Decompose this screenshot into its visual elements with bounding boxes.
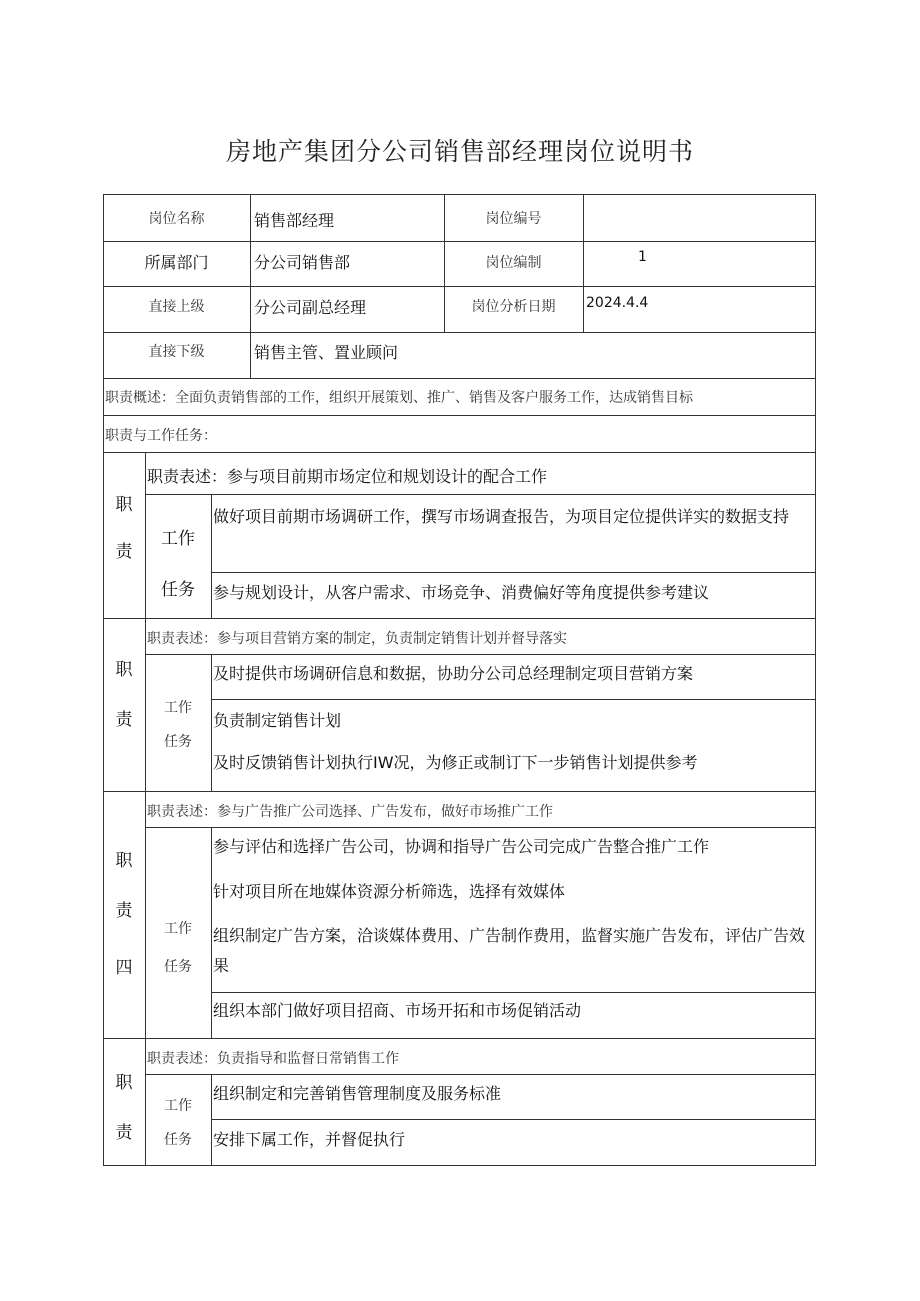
- duty-1-side-char: 职: [115, 495, 133, 515]
- row-divider: [103, 241, 816, 242]
- column-divider: [211, 1074, 212, 1166]
- superior-label: 直接上级: [148, 299, 205, 315]
- duty-2-task-label: 任务: [164, 734, 192, 750]
- duty-3-task-4: 组织本部门做好项目招商、市场开拓和市场促销活动: [213, 1001, 582, 1020]
- document-title: 房地产集团分公司销售部经理岗位说明书: [225, 137, 694, 166]
- department-label: 所属部门: [144, 253, 209, 272]
- row-divider: [103, 332, 816, 333]
- position-name-label: 岗位名称: [148, 211, 205, 227]
- superior-value: 分公司副总经理: [254, 298, 367, 317]
- department-value: 分公司销售部: [254, 253, 351, 272]
- row-divider: [211, 572, 816, 573]
- column-divider: [583, 194, 584, 332]
- duty-2-task-label: 工作: [164, 700, 192, 716]
- duty-4-task-label: 任务: [164, 1132, 192, 1148]
- position-name-value: 销售部经理: [254, 211, 335, 230]
- row-divider: [211, 699, 816, 700]
- duty-2-task-2: 负责制定销售计划: [213, 711, 342, 730]
- row-divider: [103, 378, 816, 379]
- duty-1-task-label: 任务: [161, 580, 195, 600]
- duty-1-description: 职责表述：参与项目前期市场定位和规划设计的配合工作: [147, 467, 548, 486]
- headcount-value: 1: [638, 249, 647, 265]
- duty-3-task-label: 工作: [164, 921, 192, 937]
- duty-2-side-char: 责: [115, 710, 133, 730]
- duty-1-side-char: 责: [115, 542, 133, 562]
- row-divider: [211, 1119, 816, 1120]
- duty-3-task-1: 参与评估和选择广告公司，协调和指导广告公司完成广告整合推广工作: [213, 837, 710, 856]
- analysis-date-label: 岗位分析日期: [471, 299, 556, 315]
- duty-1-task-2: 参与规划设计，从客户需求、市场竞争、消费偏好等角度提供参考建议: [213, 583, 710, 602]
- duty-3-side-char: 责: [115, 901, 133, 921]
- column-divider: [211, 654, 212, 791]
- duty-4-task-1: 组织制定和完善销售管理制度及服务标准: [213, 1084, 502, 1103]
- side-column-divider: [145, 452, 146, 1166]
- duty-1-task-label: 工作: [161, 529, 195, 549]
- row-divider: [145, 1074, 816, 1075]
- section-divider: [103, 791, 816, 792]
- row-divider: [145, 827, 816, 828]
- duty-overview: 职责概述：全面负责销售部的工作，组织开展策划、推广、销售及客户服务工作，达成销售目标: [105, 390, 693, 406]
- duties-header: 职责与工作任务：: [105, 428, 217, 444]
- duty-2-side-char: 职: [115, 660, 133, 680]
- duty-3-side-char: 四: [115, 958, 133, 978]
- duty-4-task-2: 安排下属工作，并督促执行: [213, 1130, 406, 1149]
- row-divider: [103, 415, 816, 416]
- section-divider: [103, 1038, 816, 1039]
- headcount-label: 岗位编制: [485, 255, 542, 271]
- row-divider: [103, 286, 816, 287]
- row-divider: [103, 452, 816, 453]
- row-divider: [145, 494, 816, 495]
- duty-2-task-1: 及时提供市场调研信息和数据，协助分公司总经理制定项目营销方案: [213, 664, 694, 683]
- column-divider: [211, 827, 212, 1038]
- subordinate-value: 销售主管、置业顾问: [254, 343, 399, 362]
- analysis-date-value: 2024.4.4: [586, 295, 649, 311]
- duty-3-task-label: 任务: [164, 959, 192, 975]
- duty-4-side-char: 职: [115, 1073, 133, 1093]
- row-divider: [145, 654, 816, 655]
- duty-1-task-1: 做好项目前期市场调研工作，撰写市场调查报告，为项目定位提供详实的数据支持: [213, 507, 790, 526]
- subordinate-label: 直接下级: [148, 344, 205, 360]
- row-divider: [211, 992, 816, 993]
- duty-4-description: 职责表述：负责指导和监督日常销售工作: [147, 1051, 399, 1067]
- duty-4-side-char: 责: [115, 1123, 133, 1143]
- duty-3-description: 职责表述：参与广告推广公司选择、广告发布，做好市场推广工作: [147, 804, 553, 820]
- column-divider: [211, 494, 212, 618]
- duty-2-description: 职责表述：参与项目营销方案的制定，负责制定销售计划并督导落实: [147, 631, 567, 647]
- column-divider: [250, 194, 251, 378]
- duty-4-task-label: 工作: [164, 1098, 192, 1114]
- position-code-label: 岗位编号: [485, 211, 542, 227]
- duty-3-task-3: 组织制定广告方案，洽谈媒体费用、广告制作费用，监督实施广告发布，评估广告效果: [213, 926, 806, 975]
- duty-2-task-3: 及时反馈销售计划执行IW况，为修正或制订下一步销售计划提供参考: [213, 753, 698, 772]
- section-divider: [103, 618, 816, 619]
- duty-3-side-char: 职: [115, 851, 133, 871]
- duty-3-task-2: 针对项目所在地媒体资源分析筛选，选择有效媒体: [213, 882, 566, 901]
